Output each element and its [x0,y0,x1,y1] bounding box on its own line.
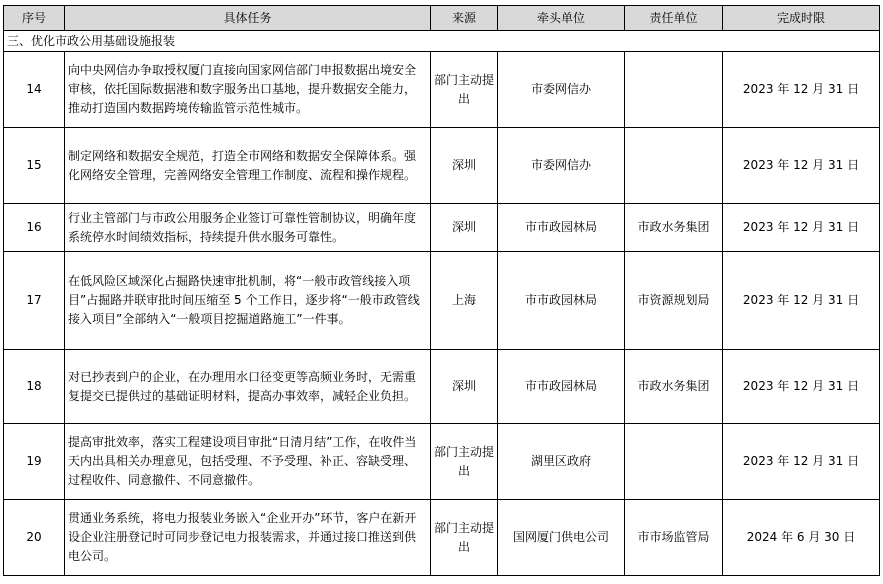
row-task: 行业主管部门与市政公用服务企业签订可靠性管制协议，明确年度系统停水时间绩效指标，持续提升供水服务可靠性。 [65,204,431,252]
table-row [4,252,880,350]
header-index: 序号 [4,6,65,31]
row-deadline: 2023 年 12 月 31 日 [723,350,880,424]
row-deadline: 2023 年 12 月 31 日 [723,52,880,128]
section-row [4,31,880,52]
row-deadline: 2023 年 12 月 31 日 [723,252,880,350]
table-row [4,204,880,252]
row-index: 19 [4,424,65,500]
row-index: 18 [4,350,65,424]
row-task: 对已抄表到户的企业，在办理用水口径变更等高频业务时，无需重复提交已提供过的基础证明材料，提高办事效率，减轻企业负担。 [65,350,431,424]
row-task: 制定网络和数据安全规范，打造全市网络和数据安全保障体系。强化网络安全管理，完善网络安全管理工作制度、流程和操作规程。 [65,128,431,204]
header-deadline: 完成时限 [723,6,880,31]
section-title: 三、优化市政公用基础设施报装 [4,31,880,52]
row-responsible-unit [625,52,723,128]
table-row [4,52,880,128]
row-deadline: 2023 年 12 月 31 日 [723,204,880,252]
row-lead-unit: 国网厦门供电公司 [498,500,625,576]
header-source: 来源 [431,6,498,31]
row-source: 部门主动提出 [431,52,498,128]
row-task: 贯通业务系统，将电力报装业务嵌入“企业开办”环节，客户在新开设企业注册登记时可同步登记电力报装需求，并通过接口推送到供电公司。 [65,500,431,576]
row-deadline: 2023 年 12 月 31 日 [723,128,880,204]
row-source: 上海 [431,252,498,350]
row-responsible-unit [625,128,723,204]
row-task: 在低风险区域深化占掘路快速审批机制，将“一般市政管线接入项目”占掘路并联审批时间压缩至 5 个工作日，逐步将“一般市政管线接入项目”全部纳入“一般项目挖掘道路施工”一件事。 [65,252,431,350]
header-responsible-unit: 责任单位 [625,6,723,31]
row-responsible-unit: 市政水务集团 [625,204,723,252]
row-lead-unit: 市市政园林局 [498,350,625,424]
row-task: 提高审批效率，落实工程建设项目审批“日清月结”工作，在收件当天内出具相关办理意见，包括受理、不予受理、补正、容缺受理、过程收件、同意撤件、不同意撤件。 [65,424,431,500]
table-row [4,500,880,576]
table-row [4,128,880,204]
row-deadline: 2024 年 6 月 30 日 [723,500,880,576]
row-source: 部门主动提出 [431,424,498,500]
row-deadline: 2023 年 12 月 31 日 [723,424,880,500]
row-responsible-unit [625,424,723,500]
row-lead-unit: 市市政园林局 [498,252,625,350]
row-index: 17 [4,252,65,350]
header-lead-unit: 牵头单位 [498,6,625,31]
table-header-row [4,6,880,31]
row-source: 深圳 [431,128,498,204]
header-task: 具体任务 [65,6,431,31]
table-row [4,424,880,500]
row-source: 部门主动提出 [431,500,498,576]
row-source: 深圳 [431,350,498,424]
row-index: 16 [4,204,65,252]
row-lead-unit: 市委网信办 [498,128,625,204]
row-responsible-unit: 市政水务集团 [625,350,723,424]
row-index: 15 [4,128,65,204]
row-index: 14 [4,52,65,128]
row-responsible-unit: 市市场监管局 [625,500,723,576]
row-responsible-unit: 市资源规划局 [625,252,723,350]
row-lead-unit: 湖里区政府 [498,424,625,500]
row-source: 深圳 [431,204,498,252]
row-task: 向中央网信办争取授权厦门直接向国家网信部门申报数据出境安全审核，依托国际数据港和数字服务出口基地，提升数据安全能力，推动打造国内数据跨境传输监管示范性城市。 [65,52,431,128]
row-lead-unit: 市委网信办 [498,52,625,128]
row-lead-unit: 市市政园林局 [498,204,625,252]
task-table [3,5,880,576]
table-row [4,350,880,424]
row-index: 20 [4,500,65,576]
